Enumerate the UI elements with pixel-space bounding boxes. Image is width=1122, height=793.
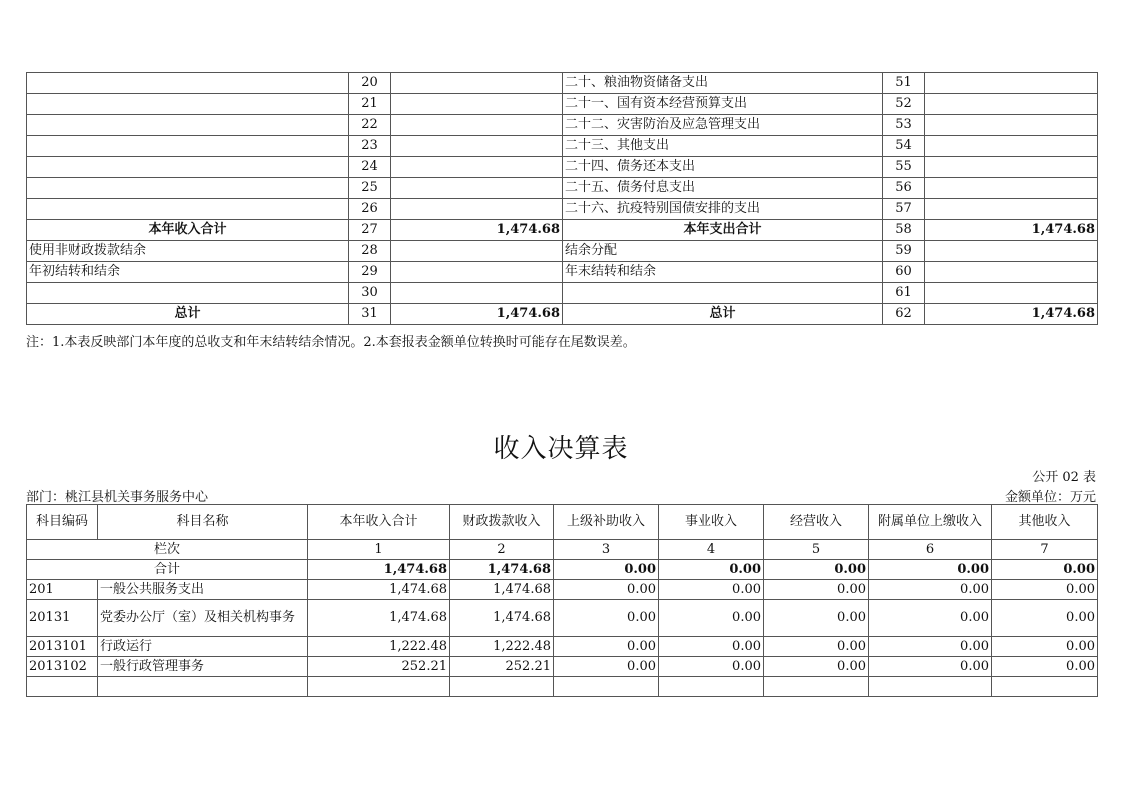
amount-cell: 252.21 (450, 657, 554, 677)
expense-line-number: 62 (883, 304, 925, 325)
summary-row (27, 115, 1098, 136)
income-amount-cell (391, 199, 563, 220)
income-line-number: 28 (349, 241, 391, 262)
summary-row (27, 304, 1098, 325)
expense-item-cell: 二十三、其他支出 (563, 136, 883, 157)
empty-cell (659, 677, 764, 697)
income-item-cell (27, 199, 349, 220)
empty-cell (869, 677, 992, 697)
department-label: 部门：桃江县机关事务服务中心 (26, 490, 209, 505)
expense-amount-cell (925, 136, 1098, 157)
income-item-cell (27, 178, 349, 199)
amount-cell: 1,222.48 (308, 637, 450, 657)
summary-row (27, 73, 1098, 94)
expense-item-cell: 二十六、抗疫特别国债安排的支出 (563, 199, 883, 220)
subject-code: 2013101 (27, 637, 98, 657)
empty-cell (98, 677, 308, 697)
amount-cell: 0.00 (764, 657, 869, 677)
empty-row (27, 677, 1098, 697)
column-header: 经营收入 (764, 505, 869, 540)
amount-cell: 0.00 (554, 580, 659, 600)
summary-row (27, 262, 1098, 283)
subject-name: 一般行政管理事务 (98, 657, 308, 677)
expense-amount-cell (925, 241, 1098, 262)
income-line-number: 22 (349, 115, 391, 136)
amount-cell: 0.00 (659, 657, 764, 677)
subject-code: 201 (27, 580, 98, 600)
income-line-number: 20 (349, 73, 391, 94)
expense-line-number: 56 (883, 178, 925, 199)
subject-name: 行政运行 (98, 637, 308, 657)
income-line-number: 30 (349, 283, 391, 304)
amount-unit-label: 金额单位：万元 (1004, 490, 1096, 505)
amount-cell: 1,474.68 (308, 600, 450, 637)
income-line-number: 29 (349, 262, 391, 283)
total-value: 0.00 (554, 560, 659, 580)
total-label: 合计 (27, 560, 308, 580)
total-value: 0.00 (869, 560, 992, 580)
subject-code: 20131 (27, 600, 98, 637)
expense-item-cell: 二十二、灾害防治及应急管理支出 (563, 115, 883, 136)
income-amount-cell (391, 157, 563, 178)
column-header: 事业收入 (659, 505, 764, 540)
expense-item-cell: 二十五、债务付息支出 (563, 178, 883, 199)
summary-table-body (27, 73, 1098, 325)
income-amount-cell (391, 178, 563, 199)
report-title: 收入决算表 (493, 434, 629, 464)
empty-cell (554, 677, 659, 697)
column-header: 科目编码 (27, 505, 98, 540)
amount-cell: 0.00 (554, 657, 659, 677)
expense-amount-cell (925, 283, 1098, 304)
expense-item-cell: 年末结转和结余 (563, 262, 883, 283)
empty-cell (308, 677, 450, 697)
income-line-number: 24 (349, 157, 391, 178)
income-item-cell: 本年收入合计 (27, 220, 349, 241)
expense-line-number: 61 (883, 283, 925, 304)
index-number: 2 (450, 540, 554, 560)
amount-cell: 0.00 (992, 580, 1098, 600)
table-row (27, 600, 1098, 637)
total-row (27, 560, 1098, 580)
amount-cell: 0.00 (764, 580, 869, 600)
empty-cell (764, 677, 869, 697)
amount-cell: 1,474.68 (450, 600, 554, 637)
column-header: 科目名称 (98, 505, 308, 540)
amount-cell: 0.00 (992, 637, 1098, 657)
expense-line-number: 53 (883, 115, 925, 136)
column-header: 其他收入 (992, 505, 1098, 540)
expense-amount-cell (925, 94, 1098, 115)
income-line-number: 21 (349, 94, 391, 115)
index-label: 栏次 (27, 540, 308, 560)
amount-cell: 1,474.68 (308, 580, 450, 600)
amount-cell: 0.00 (554, 600, 659, 637)
subject-name: 党委办公厅（室）及相关机构事务 (98, 600, 308, 637)
income-amount-cell: 1,474.68 (391, 220, 563, 241)
summary-row (27, 241, 1098, 262)
expense-line-number: 59 (883, 241, 925, 262)
column-header: 附属单位上缴收入 (869, 505, 992, 540)
amount-cell: 0.00 (992, 600, 1098, 637)
index-number: 3 (554, 540, 659, 560)
income-item-cell (27, 73, 349, 94)
income-item-cell (27, 157, 349, 178)
income-amount-cell (391, 115, 563, 136)
amount-cell: 0.00 (869, 657, 992, 677)
expense-line-number: 60 (883, 262, 925, 283)
index-number: 6 (869, 540, 992, 560)
expense-amount-cell (925, 115, 1098, 136)
summary-row (27, 199, 1098, 220)
expense-item-cell: 结余分配 (563, 241, 883, 262)
table-row (27, 657, 1098, 677)
amount-cell: 0.00 (764, 600, 869, 637)
empty-cell (27, 677, 98, 697)
summary-table (26, 72, 1098, 325)
expense-line-number: 57 (883, 199, 925, 220)
subject-name: 一般公共服务支出 (98, 580, 308, 600)
header-row (27, 505, 1098, 540)
expense-item-cell: 二十一、国有资本经营预算支出 (563, 94, 883, 115)
expense-item-cell (563, 283, 883, 304)
column-header: 上级补助收入 (554, 505, 659, 540)
summary-row (27, 283, 1098, 304)
income-item-cell: 年初结转和结余 (27, 262, 349, 283)
total-value: 0.00 (992, 560, 1098, 580)
index-number: 7 (992, 540, 1098, 560)
expense-line-number: 51 (883, 73, 925, 94)
amount-cell: 0.00 (554, 637, 659, 657)
income-amount-cell (391, 136, 563, 157)
column-header: 财政拨款收入 (450, 505, 554, 540)
expense-line-number: 58 (883, 220, 925, 241)
table-note: 注：1.本表反映部门本年度的总收支和年末结转结余情况。2.本套报表金额单位转换时可能存在尾数误差。 (26, 335, 636, 350)
total-value: 0.00 (764, 560, 869, 580)
index-number: 5 (764, 540, 869, 560)
income-line-number: 23 (349, 136, 391, 157)
amount-cell: 1,222.48 (450, 637, 554, 657)
expense-item-cell: 总计 (563, 304, 883, 325)
expense-item-cell: 二十、粮油物资储备支出 (563, 73, 883, 94)
income-amount-cell (391, 262, 563, 283)
amount-cell: 0.00 (869, 637, 992, 657)
table-row (27, 580, 1098, 600)
column-header: 本年收入合计 (308, 505, 450, 540)
income-item-cell (27, 283, 349, 304)
summary-row (27, 220, 1098, 241)
income-line-number: 25 (349, 178, 391, 199)
expense-line-number: 55 (883, 157, 925, 178)
empty-cell (450, 677, 554, 697)
amount-cell: 0.00 (869, 600, 992, 637)
summary-row (27, 136, 1098, 157)
summary-row (27, 157, 1098, 178)
income-amount-cell (391, 241, 563, 262)
expense-amount-cell: 1,474.68 (925, 304, 1098, 325)
expense-amount-cell (925, 262, 1098, 283)
index-number: 1 (308, 540, 450, 560)
income-line-number: 27 (349, 220, 391, 241)
amount-cell: 0.00 (869, 580, 992, 600)
table-row (27, 637, 1098, 657)
expense-amount-cell (925, 157, 1098, 178)
income-line-number: 26 (349, 199, 391, 220)
income-item-cell: 使用非财政拨款结余 (27, 241, 349, 262)
income-item-cell (27, 136, 349, 157)
income-line-number: 31 (349, 304, 391, 325)
amount-cell: 0.00 (659, 600, 764, 637)
expense-amount-cell (925, 73, 1098, 94)
amount-cell: 0.00 (992, 657, 1098, 677)
expense-amount-cell: 1,474.68 (925, 220, 1098, 241)
summary-row (27, 94, 1098, 115)
summary-row (27, 178, 1098, 199)
index-row (27, 540, 1098, 560)
expense-item-cell: 二十四、债务还本支出 (563, 157, 883, 178)
form-code: 公开 02 表 (1032, 470, 1096, 485)
amount-cell: 1,474.68 (450, 580, 554, 600)
income-amount-cell (391, 283, 563, 304)
expense-amount-cell (925, 199, 1098, 220)
index-number: 4 (659, 540, 764, 560)
total-value: 0.00 (659, 560, 764, 580)
amount-cell: 252.21 (308, 657, 450, 677)
amount-cell: 0.00 (659, 580, 764, 600)
expense-line-number: 52 (883, 94, 925, 115)
income-amount-cell (391, 73, 563, 94)
total-value: 1,474.68 (450, 560, 554, 580)
total-value: 1,474.68 (308, 560, 450, 580)
amount-cell: 0.00 (764, 637, 869, 657)
subject-code: 2013102 (27, 657, 98, 677)
income-table-body (27, 505, 1098, 697)
income-amount-cell (391, 94, 563, 115)
income-item-cell: 总计 (27, 304, 349, 325)
amount-cell: 0.00 (659, 637, 764, 657)
income-item-cell (27, 94, 349, 115)
income-amount-cell: 1,474.68 (391, 304, 563, 325)
empty-cell (992, 677, 1098, 697)
expense-amount-cell (925, 178, 1098, 199)
income-item-cell (27, 115, 349, 136)
income-table (26, 504, 1098, 697)
expense-line-number: 54 (883, 136, 925, 157)
expense-item-cell: 本年支出合计 (563, 220, 883, 241)
